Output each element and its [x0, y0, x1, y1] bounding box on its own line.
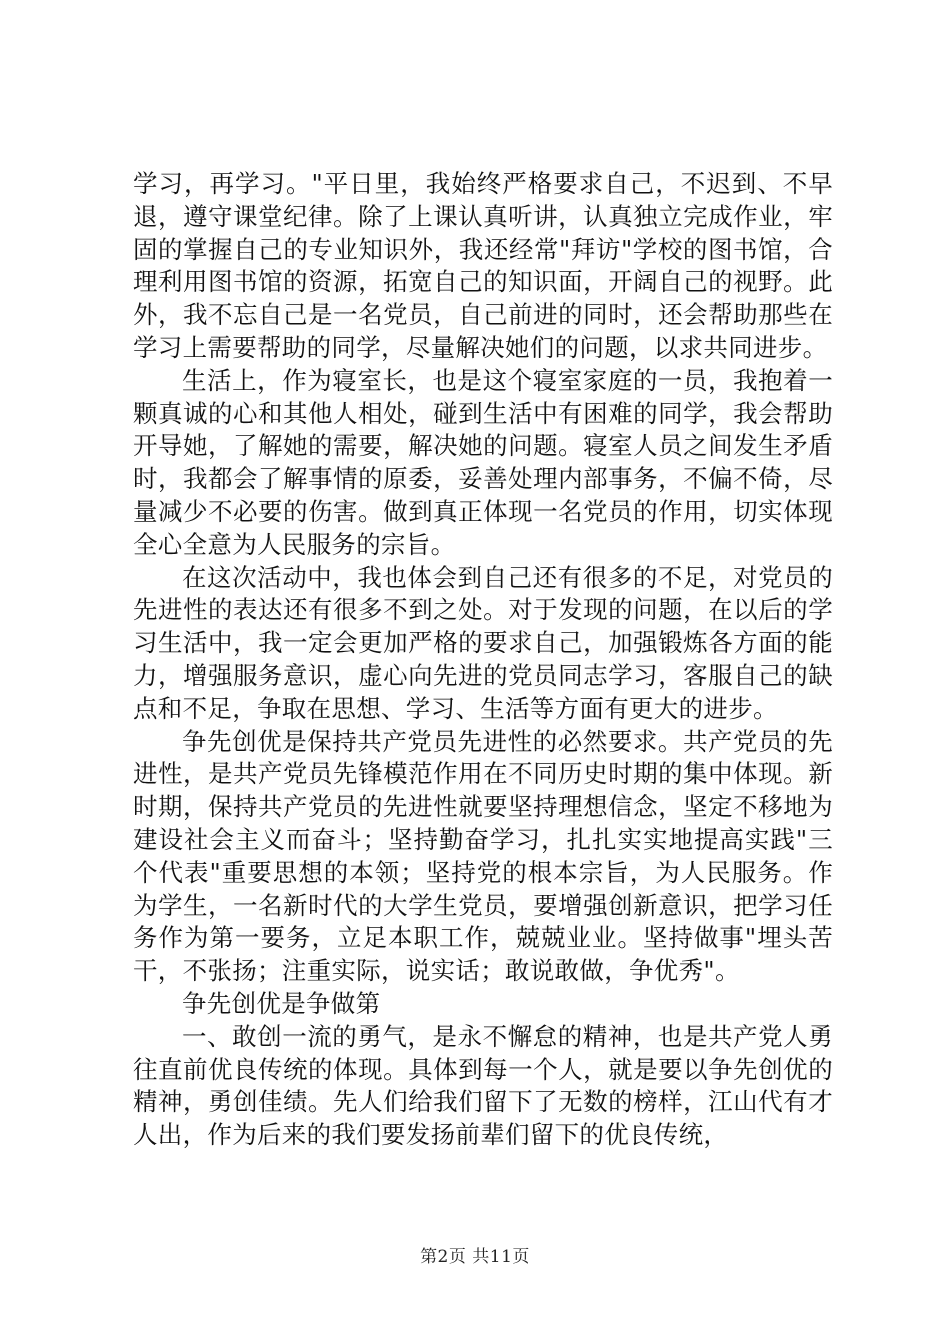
paragraph-5: 争先创优是争做第	[182, 988, 381, 1018]
paragraph-6: 一、敢创一流的勇气，是永不懈怠的精神，也是共产党人勇往直前优良传统的体现。具体到每一个人，就是要以争先创优的精神，勇创佳绩。先人们给我们留下了无数的榜样，江山代有才人出，作为后来的我们要发扬前辈们留下的优良传统，	[133, 1021, 833, 1150]
paragraph-1: 学习，再学习。"平日里，我始终严格要求自己，不迟到、不早退，遵守课堂纪律。除了上课认真听讲，认真独立完成作业，牢固的掌握自己的专业知识外，我还经常"拜访"学校的图书馆，合理利用图书馆的资源，拓宽自己的知识面，开阔自己的视野。此外，我不忘自己是一名党员，自己前进的同时，还会帮助那些在学习上需要帮助的同学，尽量解决她们的问题，以求共同进步。	[133, 169, 833, 362]
paragraph-3: 在这次活动中，我也体会到自己还有很多的不足，对党员的先进性的表达还有很多不到之处。对于发现的问题，在以后的学习生活中，我一定会更加严格的要求自己，加强锻炼各方面的能力，增强服务意识，虚心向先进的党员同志学习，客服自己的缺点和不足，争取在思想、学习、生活等方面有更大的进步。	[133, 562, 833, 723]
paragraph-4: 争先创优是保持共产党员先进性的必然要求。共产党员的先进性，是共产党员先锋模范作用在不同历史时期的集中体现。新时期，保持共产党员的先进性就要坚持理想信念，坚定不移地为建设社会主义而奋斗；坚持勤奋学习，扎扎实实地提高实践"三个代表"重要思想的本领；坚持党的根本宗旨，为人民服务。作为学生，一名新时代的大学生党员，要增强创新意识，把学习任务作为第一要务，立足本职工作，兢兢业业。坚持做事"埋头苦干，不张扬；注重实际，说实话；敢说敢做，争优秀"。	[133, 726, 833, 986]
document-body	[133, 168, 833, 1152]
paragraph-2: 生活上，作为寝室长，也是这个寝室家庭的一员，我抱着一颗真诚的心和其他人相处，碰到生活中有困难的同学，我会帮助开导她，了解她的需要，解决她的问题。寝室人员之间发生矛盾时，我都会了解事情的原委，妥善处理内部事务，不偏不倚，尽量减少不必要的伤害。做到真正体现一名党员的作用，切实体现全心全意为人民服务的宗旨。	[133, 365, 833, 559]
page-number-footer: 第2页 共11页	[420, 1247, 530, 1267]
